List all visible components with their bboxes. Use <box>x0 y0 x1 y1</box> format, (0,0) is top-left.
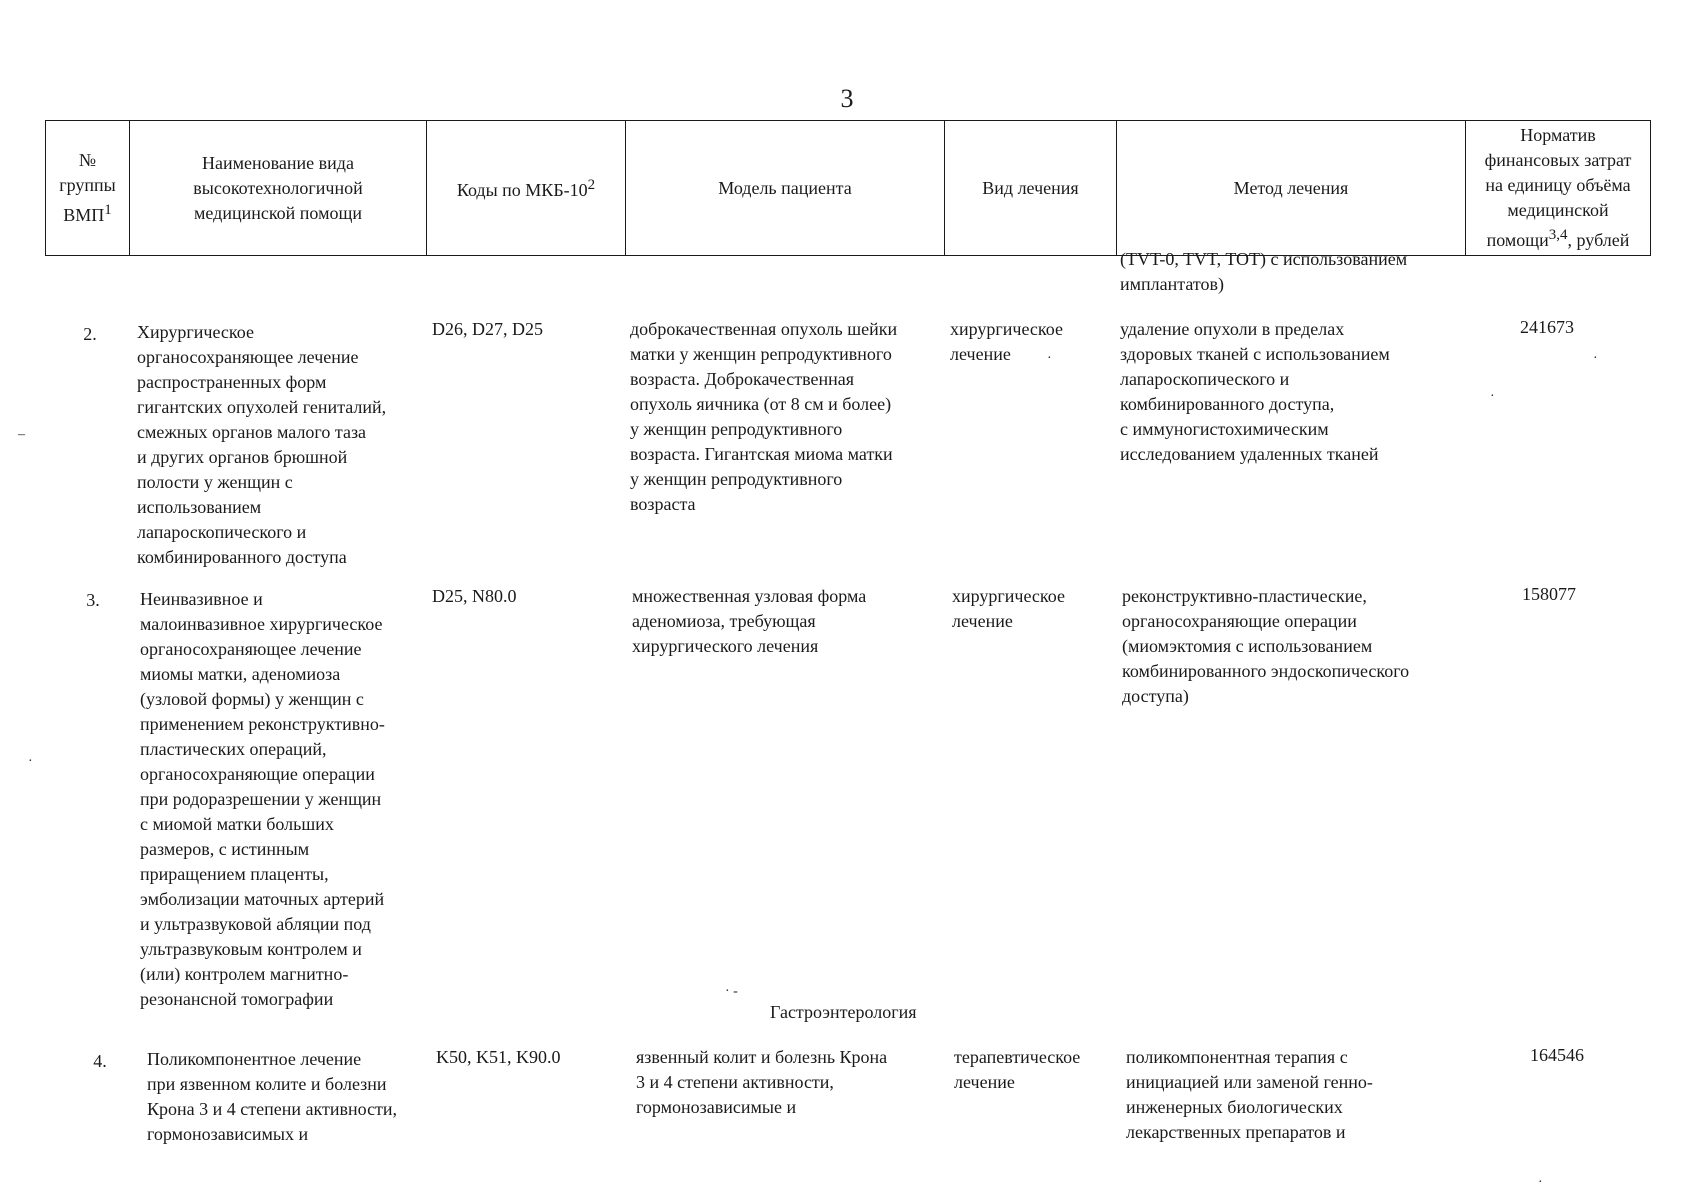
row-3-number: 3. <box>86 590 100 610</box>
header-treatment-type: Вид лечения <box>945 121 1117 256</box>
header-cost-standard: Норматив финансовых затрат на единицу объёма медицинской помощи$^{3,4}$, рублей <box>1466 121 1651 256</box>
row-4-codes: K50, K51, K90.0 <box>436 1047 561 1067</box>
row-4-patient-model: язвенный колит и болезнь Крона 3 и 4 степени активности, гормонозависимые и <box>636 1047 888 1117</box>
scan-mark: · <box>1490 389 1495 404</box>
row-3-cost: 158077 <box>1522 584 1576 604</box>
row-2-codes: D26, D27, D25 <box>432 319 543 339</box>
row-2-name: Хирургическое органосохраняющее лечение распространенных форм гигантских опухолей гениталий, смежных органов малого таза и других органов брюшной полости у женщин с использованием лапароскопического и комбинированного доступа <box>137 322 387 567</box>
row-3-patient-model: множественная узловая форма аденомиоза, требующая хирургического лечения <box>632 586 867 656</box>
page-number: 3 <box>840 84 854 113</box>
header-patient-model: Модель пациента <box>626 121 945 256</box>
row-4-cost: 164546 <box>1530 1045 1584 1065</box>
row-4-treatment-method: поликомпонентная терапия с инициацией или заменой генно- инженерных биологических лекарственных препаратов и <box>1126 1047 1373 1142</box>
row-3-treatment-method: реконструктивно-пластические, органосохраняющие операции (миомэктомия с использованием комбинированного эндоскопического доступа) <box>1122 586 1410 706</box>
header-icd-codes: Коды по МКБ-$10^2$ <box>427 121 626 256</box>
scan-mark: · - <box>725 984 738 999</box>
row-4-number: 4. <box>93 1051 107 1071</box>
row-4-name: Поликомпонентное лечение при язвенном колите и болезни Крона 3 и 4 степени активности, гормонозависимых и <box>147 1049 398 1144</box>
row-4-treatment-type: терапевтическое лечение <box>954 1047 1081 1092</box>
scan-mark: · <box>1047 351 1052 366</box>
row-2-treatment-type: хирургическое лечение <box>950 319 1063 364</box>
row-2-treatment-method: удаление опухоли в пределах здоровых тканей с использованием лапароскопического и комбинированного доступа, с иммуногистохимическим исследованием удаленных тканей <box>1120 319 1390 464</box>
row-2-number: 2. <box>83 324 97 344</box>
header-care-type-name: Наименование вида высокотехнологичной медицинской помощи <box>130 121 427 256</box>
scan-mark: · <box>1593 351 1598 366</box>
row-2-cost: 241673 <box>1520 317 1574 337</box>
table-header <box>45 120 1651 256</box>
header-group-number: № группы ВМП$^1$ <box>46 121 130 256</box>
row-3-treatment-type: хирургическое лечение <box>952 586 1065 631</box>
row-3-codes: D25, N80.0 <box>432 586 517 606</box>
scan-mark: – <box>18 427 25 442</box>
scan-mark: · <box>1538 1175 1543 1190</box>
scan-mark: · <box>28 754 33 769</box>
section-title: Гастроэнтерология <box>770 1002 917 1022</box>
method-continuation: (TVT-0, TVT, TOT) с использованием имплантатов) <box>1120 249 1408 294</box>
row-3-name: Неинвазивное и малоинвазивное хирургическое органосохраняющее лечение миомы матки, аденомиоза (узловой формы) у женщин с применением реконструктивно- пластических операций, органосохраняющие операции при родоразрешении у женщин с миомой матки больших размеров, с истинным приращением плаценты, эмболизации маточных артерий и ультразвуковой абляции под ультразвуковым контролем и (или) контролем магнитно- резонансной томографии <box>140 589 385 1009</box>
row-2-patient-model: доброкачественная опухоль шейки матки у женщин репродуктивного возраста. Доброкачественная опухоль яичника (от 8 см и более) у женщин репродуктивного возраста. Гигантская миома матки у женщин репродуктивного возраста <box>630 319 898 514</box>
header-treatment-method: Метод лечения <box>1117 121 1466 256</box>
